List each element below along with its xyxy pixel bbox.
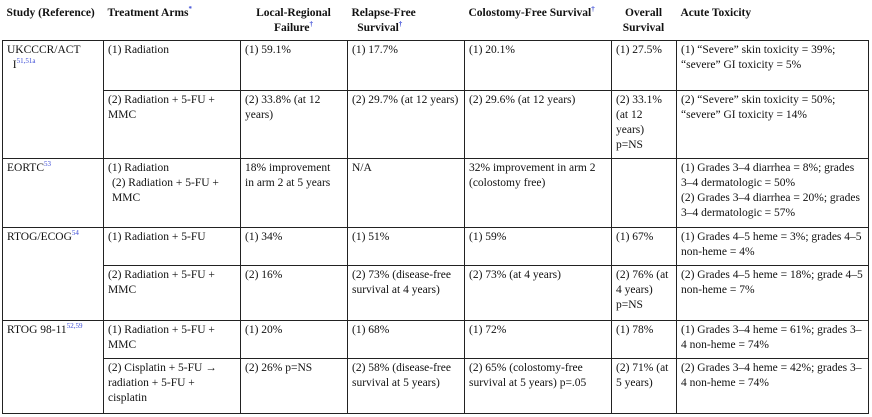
cell-colostomy-free-survival: 32% improvement in arm 2 (colostomy free) [465, 159, 612, 228]
cell-colostomy-free-survival: (2) 65% (colostomy-free survival at 5 years) p=.05 [465, 359, 612, 414]
cell-acute-toxicity: (2) Grades 3–4 heme = 42%; grades 3–4 non-heme = 74% [677, 359, 869, 414]
cell-acute-toxicity: (1) Grades 4–5 heme = 3%; grades 4–5 non-heme = 4% [677, 228, 869, 266]
cell-relapse-free-survival: (1) 68% [348, 321, 465, 359]
cell-local-regional-failure: (1) 20% [241, 321, 348, 359]
cell-overall-survival: (2) 33.1% (at 12 years) p=NS [612, 91, 677, 159]
cell-overall-survival: (1) 27.5% [612, 41, 677, 91]
cell-relapse-free-survival: (2) 58% (disease-free survival at 5 years) [348, 359, 465, 414]
footnote-marker[interactable]: † [309, 20, 314, 29]
cell-local-regional-failure: (2) 16% [241, 266, 348, 321]
cell-overall-survival [612, 159, 677, 228]
cell-treatment-arm: (2) Radiation + 5-FU + MMC [104, 91, 241, 159]
table-row [3, 159, 869, 228]
cell-colostomy-free-survival: (2) 73% (at 4 years) [465, 266, 612, 321]
header-overall-survival: Overall Survival [612, 1, 677, 41]
table-row [3, 359, 869, 414]
table-row [3, 321, 869, 359]
reference-link[interactable]: 53 [44, 160, 52, 169]
cell-overall-survival: (2) 71% (at 5 years) [612, 359, 677, 414]
cell-local-regional-failure: (2) 26% p=NS [241, 359, 348, 414]
cell-acute-toxicity: (2) Grades 4–5 heme = 18%; grade 4–5 non-heme = 7% [677, 266, 869, 321]
cell-local-regional-failure: (1) 34% [241, 228, 348, 266]
cell-acute-toxicity: (1) Grades 3–4 diarrhea = 8%; grades 3–4 dermatologic = 50% (2) Grades 3–4 diarrhea = 20%; grades 3–4 dermatologic = 57% [677, 159, 869, 228]
cell-acute-toxicity: (1) “Severe” skin toxicity = 39%; “severe” GI toxicity = 5% [677, 41, 869, 91]
cell-relapse-free-survival: (2) 29.7% (at 12 years) [348, 91, 465, 159]
cell-overall-survival: (1) 78% [612, 321, 677, 359]
cell-relapse-free-survival: N/A [348, 159, 465, 228]
cell-study: EORTC$^{53}$ [3, 159, 104, 228]
cell-colostomy-free-survival: (1) 72% [465, 321, 612, 359]
cell-local-regional-failure: (1) 59.1% [241, 41, 348, 91]
cell-acute-toxicity: (2) “Severe” skin toxicity = 50%; “severe” GI toxicity = 14% [677, 91, 869, 159]
header-colostomy-free-survival: Colostomy-Free Survival† [465, 1, 612, 41]
header-treatment-arms: Treatment Arms* [104, 1, 241, 41]
footnote-marker[interactable]: † [591, 5, 595, 14]
cell-colostomy-free-survival: (1) 20.1% [465, 41, 612, 91]
cell-treatment-arm: (1) Radiation + 5-FU [104, 228, 241, 266]
reference-link[interactable]: 54 [71, 229, 79, 238]
table-row [3, 266, 869, 321]
table-row [3, 91, 869, 159]
cell-local-regional-failure: (2) 33.8% (at 12 years) [241, 91, 348, 159]
footnote-marker[interactable]: * [188, 5, 193, 14]
treatment-comparison-table [2, 1, 869, 414]
header-row [3, 1, 869, 41]
header-relapse-free-survival: Relapse-Free Survival† [348, 1, 465, 41]
cell-study: RTOG 98-11$^{52,59}$ [3, 321, 104, 414]
reference-link[interactable]: 51,51a [16, 57, 36, 66]
cell-study: RTOG/ECOG$^{54}$ [3, 228, 104, 321]
header-acute-toxicity: Acute Toxicity [677, 1, 869, 41]
cell-colostomy-free-survival: (2) 29.6% (at 12 years) [465, 91, 612, 159]
cell-overall-survival: (2) 76% (at 4 years) p=NS [612, 266, 677, 321]
cell-treatment-arm: (2) Cisplatin + 5-FU → radiation + 5-FU + cisplatin [104, 359, 241, 414]
cell-relapse-free-survival: (1) 17.7% [348, 41, 465, 91]
cell-overall-survival: (1) 67% [612, 228, 677, 266]
cell-treatment-arm: (2) Radiation + 5-FU + MMC [104, 266, 241, 321]
reference-link[interactable]: 52,59 [66, 322, 83, 331]
cell-relapse-free-survival: (2) 73% (disease-free survival at 4 years) [348, 266, 465, 321]
header-study: Study (Reference) [3, 1, 104, 41]
cell-relapse-free-survival: (1) 51% [348, 228, 465, 266]
table-row [3, 41, 869, 91]
table-row [3, 228, 869, 266]
footnote-marker[interactable]: † [398, 20, 403, 29]
cell-study: UKCCCR/ACT $I^{51,51a}$ [3, 41, 104, 159]
cell-treatment-arm: (1) Radiation + 5-FU + MMC [104, 321, 241, 359]
cell-colostomy-free-survival: (1) 59% [465, 228, 612, 266]
cell-treatment-arm: (1) Radiation (2) Radiation + 5-FU + MMC [104, 159, 241, 228]
header-local-regional-failure: Local-Regional Failure† [241, 1, 348, 41]
cell-acute-toxicity: (1) Grades 3–4 heme = 61%; grades 3–4 non-heme = 74% [677, 321, 869, 359]
cell-local-regional-failure: 18% improvement in arm 2 at 5 years [241, 159, 348, 228]
cell-treatment-arm: (1) Radiation [104, 41, 241, 91]
